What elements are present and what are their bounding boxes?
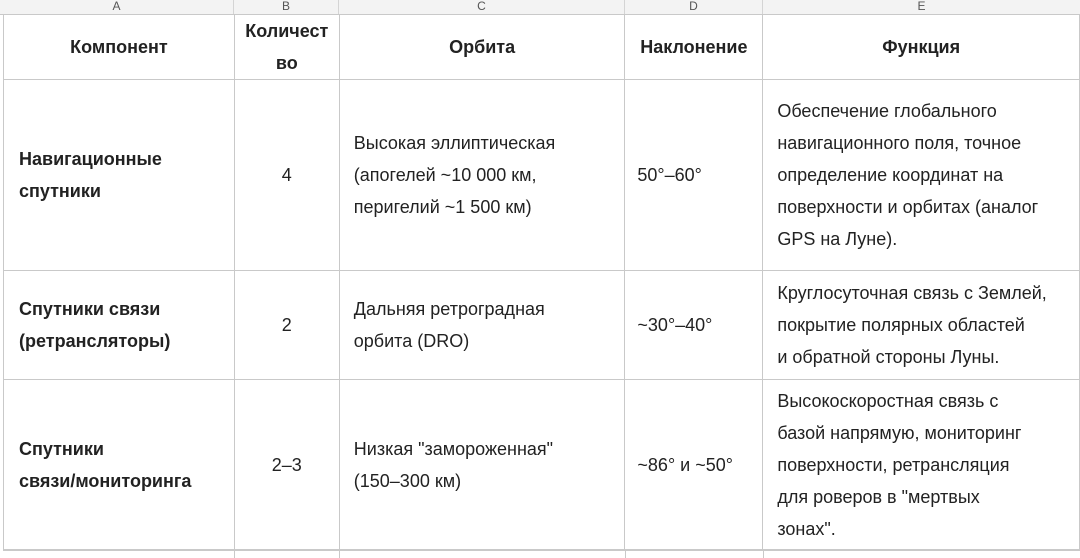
table-row	[4, 80, 1080, 271]
cell-function[interactable]	[763, 380, 1080, 551]
grid-line	[339, 549, 340, 558]
header-inclination-text: Наклонение	[640, 37, 748, 57]
header-row	[4, 15, 1080, 80]
cell-inclination-text: ~30°–40°	[637, 315, 713, 335]
header-count-line2: во	[275, 53, 298, 73]
cell-line: поверхности, ретрансляция	[777, 455, 1010, 475]
header-cell-function[interactable]	[763, 15, 1080, 80]
cell-inclination[interactable]	[625, 271, 763, 380]
cell-line: Навигационные	[19, 149, 162, 169]
cell-line: орбита (DRO)	[353, 331, 470, 351]
cell-line: Обеспечение глобального	[777, 101, 997, 121]
column-header-bar	[0, 0, 1080, 15]
grid-line	[625, 549, 626, 558]
cell-line: поверхности и орбитах (аналог	[777, 197, 1039, 217]
cell-line: GPS на Луне).	[777, 229, 898, 249]
cell-inclination[interactable]	[625, 80, 763, 271]
cell-line: Высокоскоростная связь с	[777, 391, 999, 411]
cell-line: навигационного поля, точное	[777, 133, 1022, 153]
cell-function[interactable]	[763, 80, 1080, 271]
cell-line: Спутники связи	[19, 299, 161, 319]
cell-line: спутники	[19, 181, 101, 201]
cell-count-text: 4	[281, 165, 292, 185]
cell-line: связи/мониторинга	[19, 471, 192, 491]
header-function-text: Функция	[882, 37, 961, 57]
column-header-c[interactable]: C	[339, 0, 625, 14]
cell-component[interactable]	[4, 271, 235, 380]
column-header-b[interactable]: B	[234, 0, 339, 14]
cell-count-text: 2–3	[271, 455, 302, 475]
grid-line	[763, 549, 764, 558]
cell-line: (апогелей ~10 000 км,	[353, 165, 537, 185]
spreadsheet-table	[3, 14, 1080, 551]
cell-orbit[interactable]	[339, 271, 625, 380]
grid-line	[3, 549, 1080, 550]
grid-line	[234, 549, 235, 558]
column-header-d[interactable]: D	[625, 0, 763, 14]
cell-component[interactable]	[4, 80, 235, 271]
cell-line: Дальняя ретроградная	[353, 299, 545, 319]
column-header-e[interactable]: E	[917, 0, 926, 13]
cell-count-text: 2	[281, 315, 292, 335]
cell-line: Высокая эллиптическая	[353, 133, 556, 153]
cell-line: зонах".	[777, 519, 836, 539]
cell-orbit[interactable]	[339, 80, 625, 271]
cell-line: (150–300 км)	[353, 471, 462, 491]
header-cell-component[interactable]	[4, 15, 235, 80]
cell-line: (ретрансляторы)	[19, 331, 171, 351]
header-cell-inclination[interactable]	[625, 15, 763, 80]
cell-line: и обратной стороны Луны.	[777, 347, 1000, 367]
cell-count[interactable]	[234, 271, 339, 380]
header-cell-orbit[interactable]	[339, 15, 625, 80]
cell-orbit[interactable]	[339, 380, 625, 551]
table-row	[4, 271, 1080, 380]
cell-line: Низкая "замороженная"	[353, 439, 554, 459]
header-count-line1: Количест	[245, 21, 329, 41]
table-row	[4, 380, 1080, 551]
cell-inclination[interactable]	[625, 380, 763, 551]
cell-function[interactable]	[763, 271, 1080, 380]
header-component-text: Компонент	[70, 37, 168, 57]
cell-inclination-text: 50°–60°	[637, 165, 702, 185]
cell-count[interactable]	[234, 80, 339, 271]
cell-line: Круглосуточная связь с Землей,	[777, 283, 1047, 303]
empty-row-area[interactable]	[3, 549, 1080, 558]
column-header-a[interactable]: A	[0, 0, 234, 14]
cell-line: Спутники	[19, 439, 104, 459]
header-cell-count[interactable]	[234, 15, 339, 80]
cell-line: перигелий ~1 500 км)	[353, 197, 532, 217]
header-orbit-text: Орбита	[449, 37, 516, 57]
cell-inclination-text: ~86° и ~50°	[637, 455, 733, 475]
cell-line: для роверов в "мертвых	[777, 487, 980, 507]
cell-count[interactable]	[234, 380, 339, 551]
cell-line: определение координат на	[777, 165, 1004, 185]
cell-component[interactable]	[4, 380, 235, 551]
cell-line: покрытие полярных областей	[777, 315, 1025, 335]
cell-line: базой напрямую, мониторинг	[777, 423, 1022, 443]
